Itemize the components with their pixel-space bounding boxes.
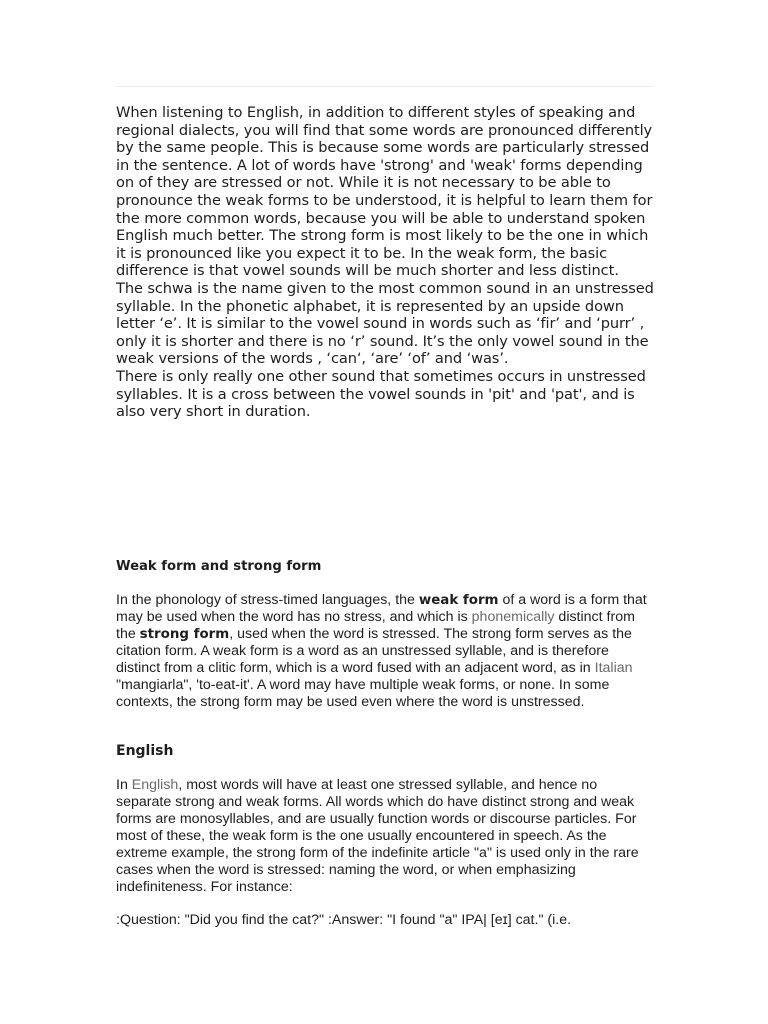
intro-paragraph-3: There is only really one other sound that sometimes occurs in unstressed syllables. It is a cross between the vowel sounds in 'pit' and 'pat', and is also very short in duration.	[116, 367, 646, 421]
intro-paragraph-1: When listening to English, in addition to different styles of speaking and regional dialects, you will find that some words are pronounced differently by the same people. This is because some words are particularly stressed in the sentence. A lot of words have 'strong' and 'weak' forms depending on of they are stressed or not. While it is not necessary to be able to pronounce the weak forms to be understood, it is helpful to learn them for the more common words, because you will be able to understand spoken English much better. The strong form is most likely to be the one in which it is pronounced like you expect it to be. In the weak form, the basic difference is that vowel sounds will be much shorter and less distinct.	[116, 104, 653, 280]
link-english[interactable]: English	[131, 777, 179, 793]
term-weak-form: weak form	[418, 593, 499, 608]
intro-paragraph-2: The schwa is the name given to the most common sound in an unstressed syllable. In the phonetic alphabet, it is represented by an upside down letter ‘e’. It is similar to the vowel sound in words such as ‘fir’ and ‘purr’ , only it is shorter and there is no ‘r’ sound. It’s the only vowel sound in the weak versions of the words , ‘can‘, ‘are’ ‘of’ and ‘was’.	[116, 279, 654, 368]
text-segment: distinct from the	[116, 609, 635, 642]
text-segment: In the phonology of stress-timed languages, the	[116, 592, 419, 608]
heading-english: English	[116, 743, 174, 759]
text-segment: , used when the word is stressed. The strong form serves as the citation form. A weak form is a word as an unstressed syllable, and is therefore distinct from a clitic form, which is a word fused with an adjacent word, as in	[116, 626, 632, 676]
text-segment: , most words will have at least one stressed syllable, and hence no separate strong and weak forms. All words which do have distinct strong and weak forms are monosyllables, and are usually function words or discourse particles. For most of these, the weak form is the one usually encountered in speech. As the extreme example, the strong form of the indefinite article "a" is used only in the rare cases when the word is stressed: naming the word, or when emphasizing indefiniteness. For instance:	[116, 777, 639, 895]
weak-form-paragraph	[116, 592, 656, 711]
text-segment: "mangiarla", 'to-eat-it'. A word may have multiple weak forms, or none. In some contexts, the strong form may be used even where the word is unstressed.	[116, 677, 610, 710]
heading-weak-strong-form: Weak form and strong form	[116, 559, 322, 574]
link-phonemically[interactable]: phonemically	[471, 609, 555, 625]
term-strong-form: strong form	[139, 627, 230, 642]
intro-text	[116, 104, 656, 421]
text-segment: of a word is a form that may be used when the word has no stress, and which is	[116, 592, 647, 625]
link-italian[interactable]: Italian	[594, 660, 633, 676]
example-paragraph: :Question: "Did you find the cat?" :Answer: "I found "a" IPA| [eɪ] cat." (i.e.	[116, 912, 572, 928]
text-segment: In	[116, 777, 132, 793]
top-divider	[116, 86, 654, 87]
english-paragraph	[116, 777, 656, 896]
